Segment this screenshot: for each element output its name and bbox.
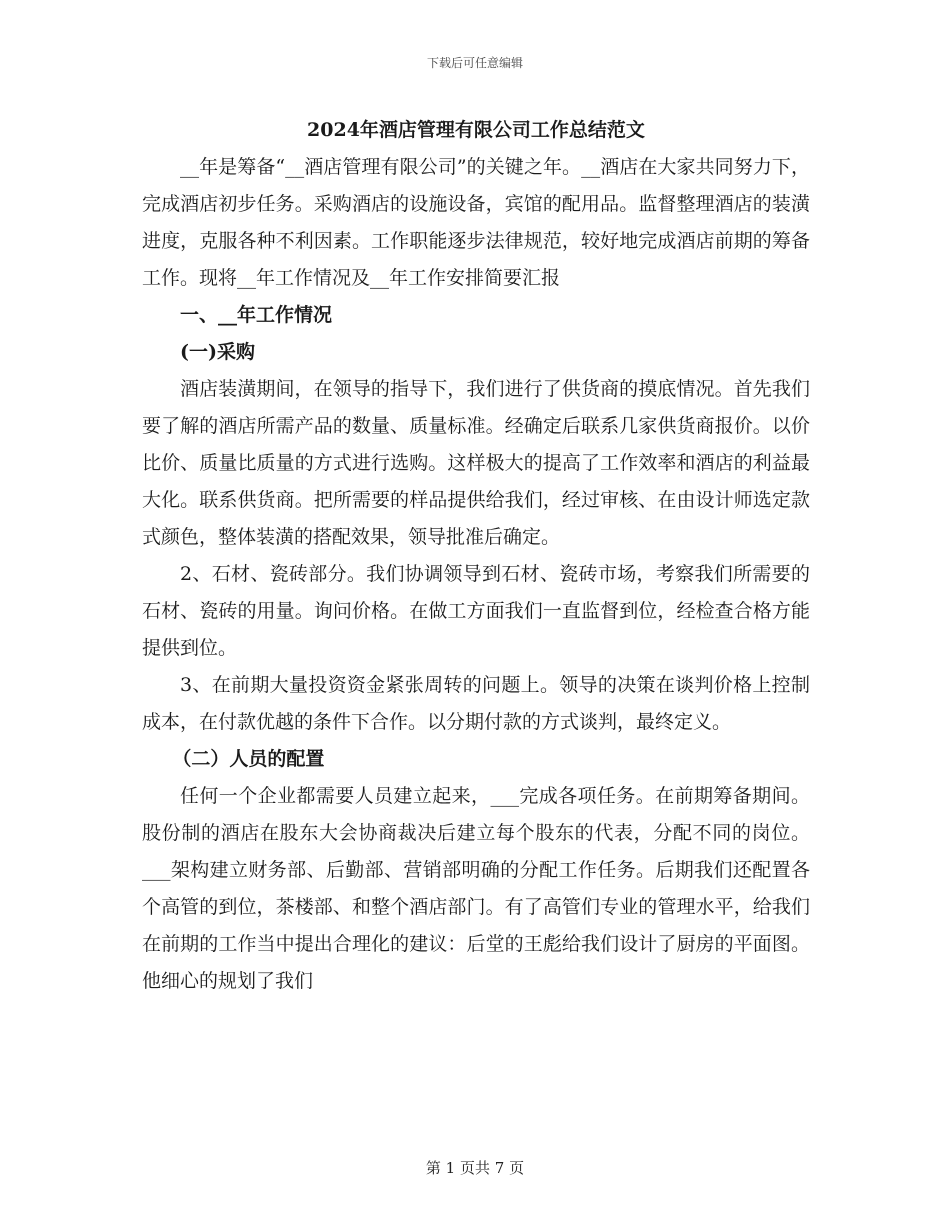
procurement-paragraph: 酒店装潢期间，在领导的指导下，我们进行了供货商的摸底情况。首先我们要了解的酒店所需产品的数量、质量标准。经确定后联系几家供货商报价。以价比价、质量比质量的方式进行选购。这样极大的提高了工作效率和酒店的利益最大化。联系供货商。把所需要的样品提供给我们，经过审核、在由设计师选定款式颜色，整体装潢的搭配效果，领导批准后确定。 (142, 378, 810, 548)
intro-paragraph: __年是筹备“__酒店管理有限公司”的关键之年。__酒店在大家共同努力下，完成酒店初步任务。采购酒店的设施设备，宾馆的配用品。监督整理酒店的装潢进度，克服各种不利因素。工作职能逐步法律规范，较好地完成酒店前期的筹备工作。现将__年工作情况及__年工作安排简要汇报 (142, 156, 810, 289)
document-body (142, 112, 810, 1000)
stone-tile-paragraph: 2、石材、瓷砖部分。我们协调领导到石材、瓷砖市场，考察我们所需要的石材、瓷砖的用量。询问价格。在做工方面我们一直监督到位，经检查合格方能提供到位。 (142, 563, 810, 659)
page-footer: 第 1 页共 7 页 (425, 1159, 525, 1177)
subsection-heading-staffing: （二）人员的配置 (172, 748, 325, 770)
funding-paragraph: 3、在前期大量投资资金紧张周转的问题上。领导的决策在谈判价格上控制成本，在付款优越的条件下合作。以分期付款的方式谈判，最终定义。 (142, 674, 810, 733)
subsection-heading-procurement: (一)采购 (180, 341, 255, 363)
staffing-paragraph: 任何一个企业都需要人员建立起来，___完成各项任务。在前期筹备期间。股份制的酒店在股东大会协商裁决后建立每个股东的代表，分配不同的岗位。___架构建立财务部、后勤部、营销部明确的分配工作任务。后期我们还配置各个高管的到位，茶楼部、和整个酒店部门。有了高管们专业的管理水平，给我们在前期的工作当中提出合理化的建议：后堂的王彪给我们设计了厨房的平面图。他细心的规划了我们 (142, 785, 810, 992)
section-heading-work-situation: 一、__年工作情况 (180, 304, 333, 326)
header-note: 下载后可任意编辑 (426, 56, 523, 70)
document-title: 2024年酒店管理有限公司工作总结范文 (307, 119, 645, 141)
